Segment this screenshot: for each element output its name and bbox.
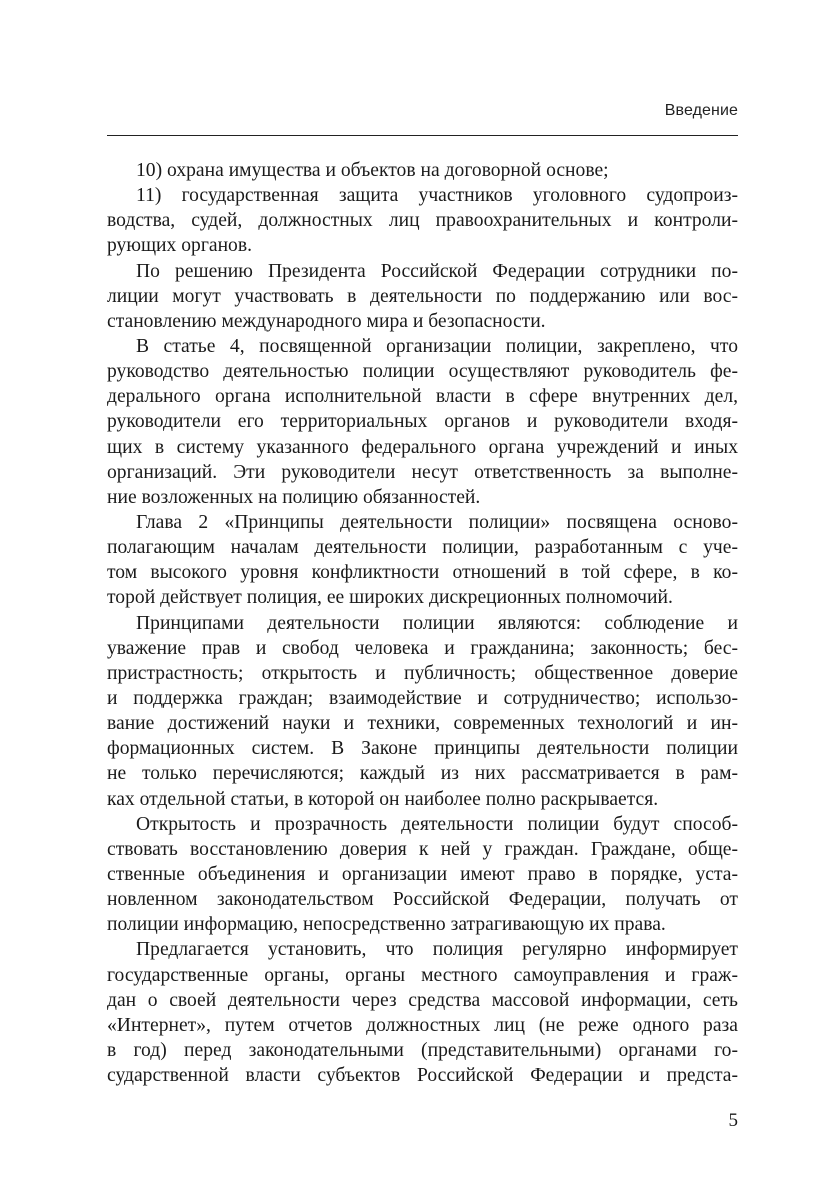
paragraph: [107, 183, 738, 258]
text-line: том высокого уровня конфликтности отношений в той сфере, в ко-: [107, 562, 738, 584]
text-line: Открытость и прозрачность деятельности полиции будут способ-: [136, 813, 738, 835]
text-line: водства, судей, должностных лиц правоохранительных и контроли-: [107, 210, 738, 232]
paragraph: [107, 259, 738, 334]
paragraph: [107, 937, 738, 1088]
paragraph: [107, 158, 738, 183]
running-head: Введение: [664, 102, 738, 119]
text-line: ние возложенных на полицию обязанностей.: [107, 486, 481, 508]
text-line: лиции могут участвовать в деятельности по поддержанию или вос-: [107, 285, 738, 307]
text-line: формационных систем. В Законе принципы деятельности полиции: [107, 738, 738, 760]
paragraph: [107, 611, 738, 812]
text-line: сударственной власти субъектов Российской Федерации и предста-: [107, 1065, 738, 1087]
text-line: торой действует полиция, ее широких дискреционных полномочий.: [107, 587, 673, 609]
text-line: полиции информацию, непосредственно затрагивающую их права.: [107, 914, 666, 936]
text-line: рующих органов.: [107, 235, 253, 257]
page-number: 5: [728, 1110, 738, 1131]
text-line: ственные объединения и организации имеют право в порядке, уста-: [107, 863, 738, 885]
text-line: Принципами деятельности полиции являются: соблюдение и: [136, 612, 738, 634]
paragraph: [107, 334, 738, 510]
text-line: «Интернет», путем отчетов должностных лиц (не реже одного раза: [107, 1014, 738, 1036]
text-line: и поддержка граждан; взаимодействие и сотрудничество; использо-: [107, 687, 738, 709]
text-line: вание достижений науки и техники, современных технологий и ин-: [107, 713, 738, 735]
text-line: щих в систему указанного федерального органа учреждений и иных: [107, 436, 738, 458]
text-line: В статье 4, посвященной организации полиции, закреплено, что: [136, 335, 738, 357]
text-line: уважение прав и свобод человека и гражданина; законность; бес-: [107, 637, 738, 659]
text-line: Предлагается установить, что полиция регулярно информирует: [136, 939, 738, 961]
text-line: По решению Президента Российской Федерации сотрудники по-: [136, 260, 738, 282]
text-line: Глава 2 «Принципы деятельности полиции» посвящена осново-: [136, 511, 738, 533]
text-line: в год) перед законодательными (представительными) органами го-: [107, 1039, 738, 1061]
text-line: полагающим началам деятельности полиции, разработанным с уче-: [107, 537, 738, 559]
text-line: дан о своей деятельности через средства массовой информации, сеть: [107, 989, 738, 1011]
text-line: государственные органы, органы местного самоуправления и граж-: [107, 964, 738, 986]
body-text: [107, 158, 738, 1088]
text-line: дерального органа исполнительной власти в сфере внутренних дел,: [107, 386, 738, 408]
header-rule: [107, 135, 738, 136]
text-line: 11) государственная защита участников уголовного судопроиз-: [136, 185, 738, 207]
text-line: 10) охрана имущества и объектов на договорной основе;: [136, 160, 609, 181]
text-line: руководители его территориальных органов и руководители входя-: [107, 411, 738, 433]
text-line: организаций. Эти руководители несут ответственность за выполне-: [107, 461, 738, 483]
text-line: ках отдельной статьи, в которой он наиболее полно раскрывается.: [107, 788, 659, 810]
paragraph: [107, 812, 738, 938]
text-line: пристрастность; открытость и публичность; общественное доверие: [107, 662, 738, 684]
text-line: становлению международного мира и безопасности.: [107, 310, 546, 332]
text-line: ствовать восстановлению доверия к ней у граждан. Граждане, обще-: [107, 838, 738, 860]
text-line: новленном законодательством Российской Федерации, получать от: [107, 889, 738, 911]
paragraph: [107, 510, 738, 611]
text-line: не только перечисляются; каждый из них рассматривается в рам-: [107, 763, 738, 785]
text-line: руководство деятельностью полиции осуществляют руководитель фе-: [107, 361, 738, 383]
